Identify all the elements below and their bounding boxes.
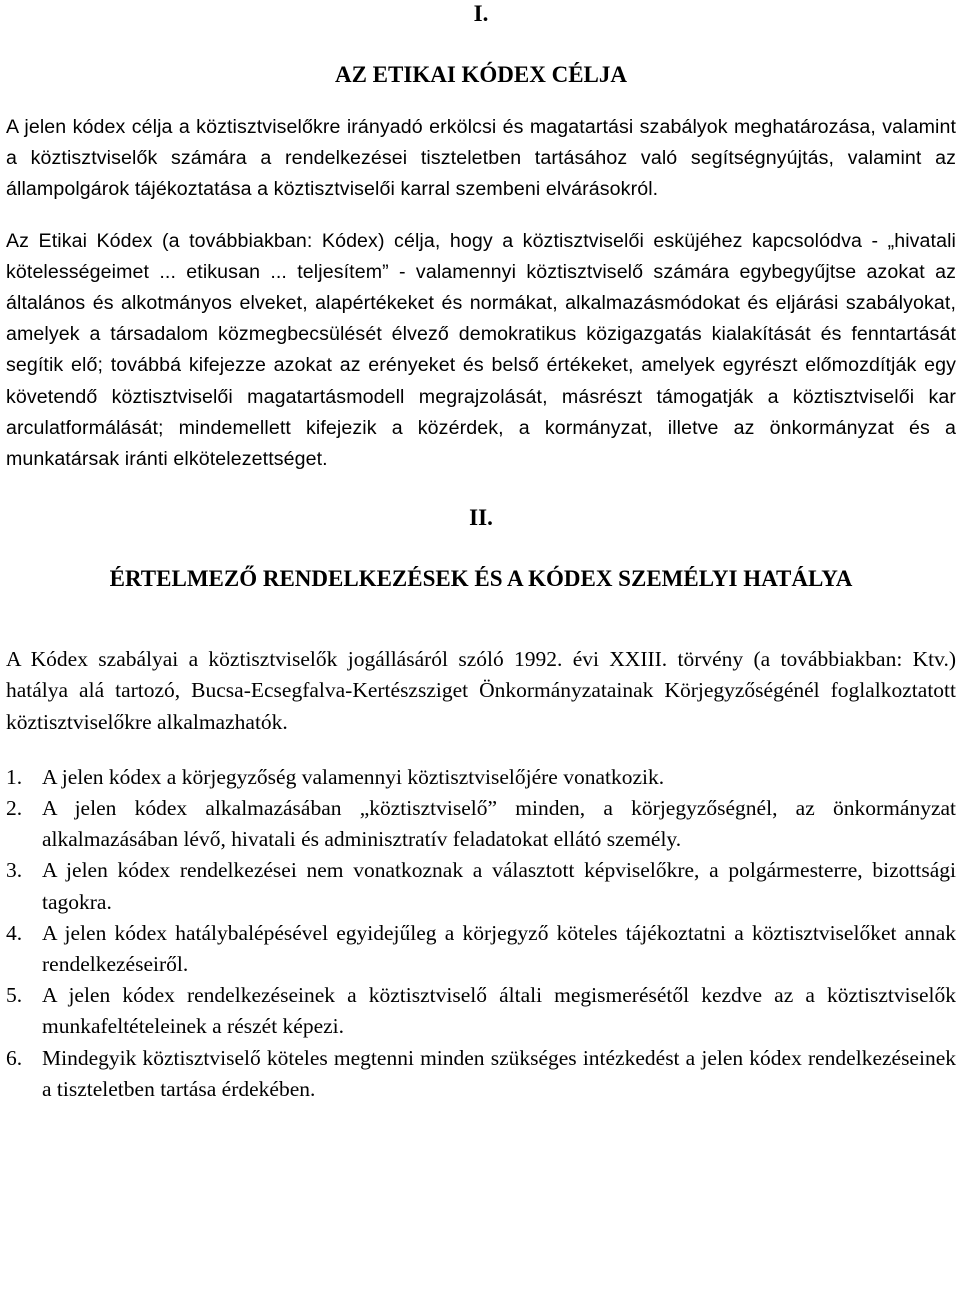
scope-list — [6, 762, 956, 1105]
list-item — [6, 793, 956, 855]
list-item-number: 4. — [6, 920, 23, 945]
section-1-number: I. — [473, 1, 489, 26]
section-1-title: AZ ETIKAI KÓDEX CÉLJA — [334, 62, 628, 87]
list-item-number: 6. — [6, 1045, 23, 1070]
list-item — [6, 1043, 956, 1105]
list-item — [6, 980, 956, 1042]
list-item-text: Mindegyik köztisztviselő köteles megtenni minden szükséges intézkedést a jelen kódex rendelkezéseinek a tiszteletben tartása érdekében. — [42, 1045, 956, 1101]
list-item-text: A jelen kódex rendelkezései nem vonatkoznak a választott képviselőkre, a polgármesterre, bizottsági tagokra. — [42, 858, 956, 914]
list-item — [6, 918, 956, 980]
list-item — [6, 762, 956, 793]
section-2-paragraph-1: A Kódex szabályai a köztisztviselők jogállásáról szóló 1992. évi XXIII. törvény (a továbbiakban: Ktv.) hatálya alá tartozó, Bucsa-Ecsegfalva-Kertészsziget Önkormányzatainak Körjegyzőségénél foglalkoztatott köztisztviselőkre alkalmazhatók. — [6, 647, 956, 734]
list-item-text: A jelen kódex rendelkezéseinek a köztisztviselő általi megismerésétől kezdve az a köztisztviselők munkafeltételeinek a részét képezi. — [42, 983, 956, 1039]
section-2-title: ÉRTELMEZŐ RENDELKEZÉSEK ÉS A KÓDEX SZEMÉLYI HATÁLYA — [109, 566, 853, 592]
list-item-number: 3. — [6, 858, 23, 883]
document-page — [6, 0, 956, 1105]
section-1-paragraph-2: Az Etikai Kódex (a továbbiakban: Kódex) célja, hogy a köztisztviselői esküjéhez kapcsolódva - „hivatali kötelességeimet ... etikusan ... teljesítem” - valamennyi köztisztviselő számára egybegyűjtse azokat az általános és alkotmányos elveket, alapértékeket és normákat, alkalmazásmódokat és eljárási szabályokat, amelyek a társadalom közmegbecsülését élvező demokratikus közigazgatás kialakítását és fenntartását segítik elő; továbbá kifejezze azokat az erényeket és belső értékeket, amelyek egyrészt előmozdítják egy követendő köztisztviselői magatartásmodell megrajzolását, másrészt támogatják a köztisztviselői kar arculatformálását; mindemellett kifejezik a közérdek, a kormányzat, illetve az önkormányzat és a munkatársak iránti elkötelezettséget. — [6, 229, 956, 471]
list-item-text: A jelen kódex alkalmazásában „köztisztviselő” minden, a körjegyzőségnél, az önkormányzat alkalmazásában lévő, hivatali és adminisztratív feladatokat ellátó személy. — [42, 796, 956, 852]
list-item-text: A jelen kódex hatálybalépésével egyidejűleg a körjegyző köteles tájékoztatni a köztisztviselőket annak rendelkezéseiről. — [42, 920, 956, 977]
section-2-number: II. — [469, 505, 493, 531]
list-item-number: 2. — [6, 796, 23, 821]
section-1-paragraph-1: A jelen kódex célja a köztisztviselőkre irányadó erkölcsi és magatartási szabályok meghatározása, valamint a köztisztviselők számára a rendelkezései tiszteletben tartásához való segítségnyújtás, valamint az állampolgárok tájékoztatása a köztisztviselői karral szembeni elvárásokról. — [6, 116, 956, 201]
list-item-number: 5. — [6, 983, 23, 1008]
list-item — [6, 855, 956, 917]
list-item-text: A jelen kódex a körjegyzőség valamennyi köztisztviselőjére vonatkozik. — [42, 764, 665, 789]
list-item-number: 1. — [6, 764, 23, 789]
